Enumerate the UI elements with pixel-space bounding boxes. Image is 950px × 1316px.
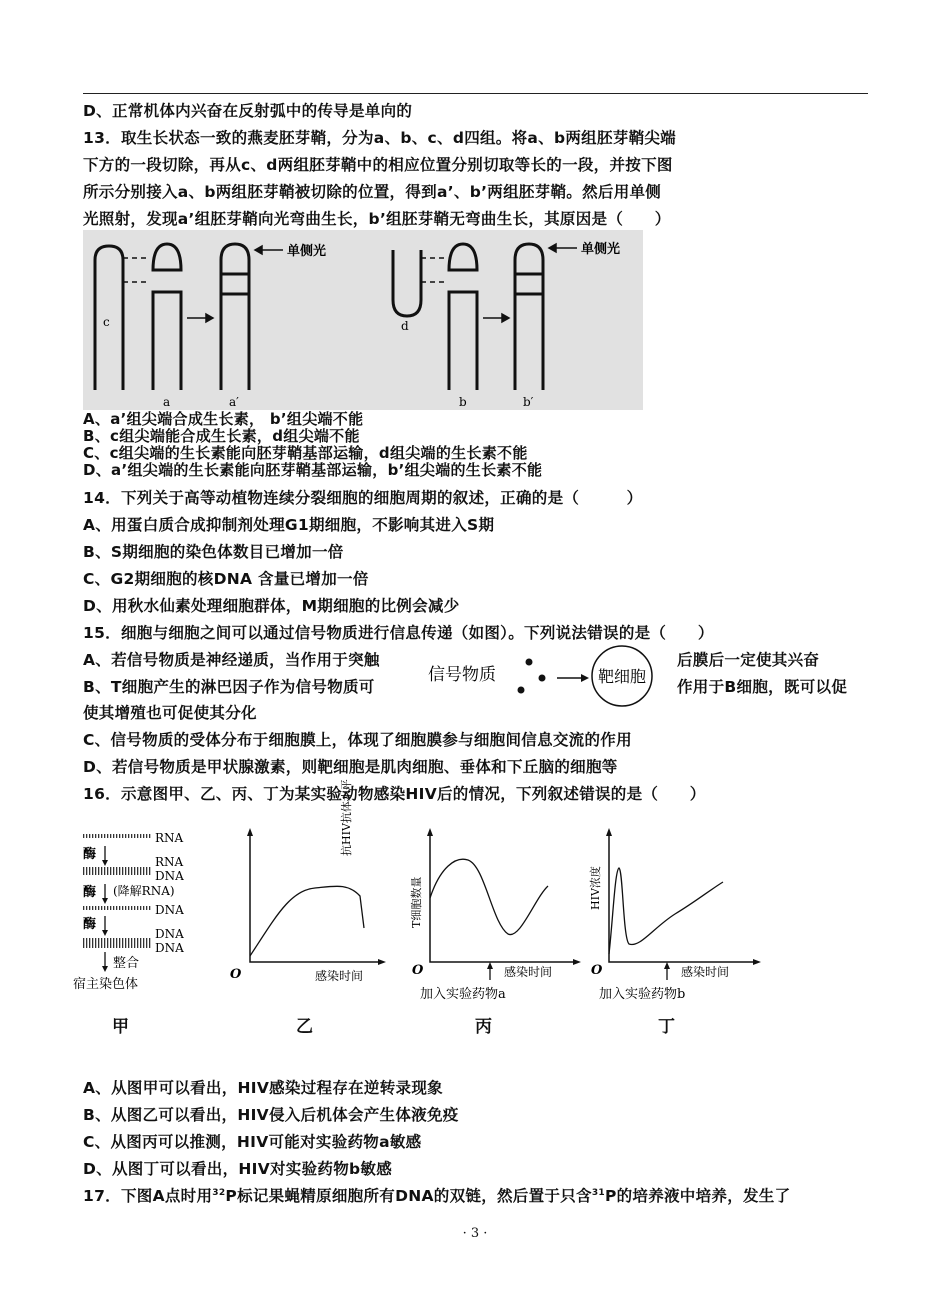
bing-origin: O <box>412 963 424 978</box>
label-rna: RNA <box>155 831 184 845</box>
label-dna: DNA <box>155 869 184 883</box>
fig-jia-reverse-transcription <box>73 828 203 998</box>
q17-sup-32: 32 <box>212 1187 226 1198</box>
q13-stem-line-2: 下方的一段切除，再从c、d两组胚芽鞘中的相应位置分别切取等长的一段，并按下图 <box>83 156 673 174</box>
bing-drug-label: 加入实验药物a <box>420 987 506 1002</box>
q15-signal-figure <box>425 642 665 706</box>
label-a: a <box>163 395 171 409</box>
fig-ding-hiv-chart <box>585 828 765 1008</box>
target-cell-label: 靶细胞 <box>597 667 647 686</box>
q17-stem <box>83 1184 790 1206</box>
ding-xlabel: 感染时间 <box>681 965 730 979</box>
arrow-head <box>581 674 589 682</box>
label-enzyme-2: 酶 <box>83 885 97 900</box>
label-b: b <box>459 395 467 409</box>
q13-coleoptile-figure <box>83 230 643 410</box>
q15-option-a-left: A、若信号物质是神经递质，当作用于突触 <box>83 651 380 669</box>
label-dna-4: DNA <box>155 941 184 955</box>
label-enzyme: 酶 <box>83 847 97 862</box>
q17-stem-part-2: P标记果蝇精原细胞所有DNA的双链，然后置于只含 <box>225 1187 592 1205</box>
figure-shade <box>83 230 643 410</box>
light-label-2: 单侧光 <box>581 242 621 257</box>
q17-sup-31: 31 <box>591 1187 605 1198</box>
q13-stem-line-3: 所示分别接入a、b两组胚芽鞘被切除的位置，得到a’、b’两组胚芽鞘。然后用单侧 <box>83 183 662 201</box>
signal-substance-label: 信号物质 <box>428 665 496 685</box>
q16-option-b: B、从图乙可以看出，HIV侵入后机体会产生体液免疫 <box>83 1106 459 1124</box>
q16-option-d: D、从图丁可以看出，HIV对实验药物b敏感 <box>83 1160 392 1178</box>
q14-option-a: A、用蛋白质合成抑制剂处理G1期细胞，不影响其进入S期 <box>83 516 495 534</box>
strand-rna-dna <box>83 867 151 875</box>
q13-option-b: B、c组尖端能合成生长素，d组尖端不能 <box>83 427 360 445</box>
q12-option-d: D、正常机体内兴奋在反射弧中的传导是单向的 <box>83 102 413 120</box>
arrow-head <box>102 966 108 972</box>
q15-option-d: D、若信号物质是甲状腺激素，则靶细胞是肌肉细胞、垂体和下丘脑的细胞等 <box>83 758 618 776</box>
arrow-head <box>427 828 433 836</box>
caption-bing: 丙 <box>475 1017 492 1037</box>
q15-option-c: C、信号物质的受体分布于细胞膜上，体现了细胞膜参与细胞间信息交流的作用 <box>83 731 632 749</box>
label-b-prime: b′ <box>523 395 534 409</box>
label-dna-2: DNA <box>155 903 184 917</box>
arrow-head <box>664 962 670 969</box>
label-dna-3: DNA <box>155 927 184 941</box>
q13-stem-line-4: 光照射，发现a’组胚芽鞘向光弯曲生长，b’组胚芽鞘无弯曲生长，其原因是（ ） <box>83 210 671 228</box>
label-degrade-rna: (降解RNA) <box>113 884 175 898</box>
yi-ylabel: 抗HIV抗体水平 <box>340 779 353 856</box>
fig-yi-antibody-chart <box>220 779 390 988</box>
label-c: c <box>103 315 110 329</box>
signal-dot <box>526 659 533 666</box>
q17-stem-part-1: 17．下图A点时用 <box>83 1187 213 1205</box>
label-host-chromosome: 宿主染色体 <box>73 977 139 992</box>
arrow-head <box>606 828 612 836</box>
q15-option-a-right: 后膜后一定使其兴奋 <box>677 651 820 669</box>
arrow-head <box>102 860 108 866</box>
label-rna-2: RNA <box>155 855 184 869</box>
q14-stem: 14．下列关于高等动植物连续分裂细胞的细胞周期的叙述，正确的是（ ） <box>83 489 643 507</box>
bing-xlabel: 感染时间 <box>504 965 553 979</box>
q13-option-a: A、a’组尖端合成生长素， b’组尖端不能 <box>83 410 364 428</box>
strand-dna <box>83 906 151 910</box>
q16-option-a: A、从图甲可以看出，HIV感染过程存在逆转录现象 <box>83 1079 443 1097</box>
q15-option-b-left: B、T细胞产生的淋巴因子作为信号物质可 <box>83 678 375 696</box>
ding-drug-label: 加入实验药物b <box>599 987 686 1002</box>
label-integrate: 整合 <box>113 956 140 971</box>
q16-stem: 16．示意图甲、乙、丙、丁为某实验动物感染HIV后的情况，下列叙述错误的是（ ） <box>83 785 706 803</box>
ding-origin: O <box>591 963 603 978</box>
q14-option-b: B、S期细胞的染色体数目已增加一倍 <box>83 543 344 561</box>
signal-dot <box>539 675 546 682</box>
bing-tcell-curve <box>430 859 548 934</box>
q15-option-b-cont: 使其增殖也可促使其分化 <box>83 704 257 722</box>
arrow-head <box>573 959 581 965</box>
header-rule <box>83 93 868 94</box>
q13-option-d: D、a’组尖端的生长素能向胚芽鞘基部运输，b’组尖端的生长素不能 <box>83 461 543 479</box>
bing-axes <box>430 832 575 962</box>
q17-stem-part-3: P的培养液中培养，发生了 <box>604 1187 791 1205</box>
strand-rna <box>83 834 151 838</box>
label-d: d <box>401 319 409 333</box>
q13-stem-line-1: 13．取生长状态一致的燕麦胚芽鞘，分为a、b、c、d四组。将a、b两组胚芽鞘尖端 <box>83 129 676 147</box>
caption-jia: 甲 <box>112 1017 129 1037</box>
arrow-head <box>487 962 493 969</box>
ding-hiv-curve <box>609 868 723 954</box>
yi-antibody-curve <box>250 886 364 956</box>
ding-axes <box>609 832 755 962</box>
q15-stem: 15．细胞与细胞之间可以通过信号物质进行信息传递（如图）。下列说法错误的是（ ） <box>83 624 714 642</box>
caption-yi: 乙 <box>296 1017 313 1037</box>
label-enzyme-3: 酶 <box>83 917 97 932</box>
light-label-1: 单侧光 <box>287 244 327 259</box>
strand-ds-dna <box>83 938 151 948</box>
caption-ding: 丁 <box>658 1017 675 1037</box>
label-a-prime: a′ <box>229 395 239 409</box>
q13-option-c: C、c组尖端的生长素能向胚芽鞘基部运输，d组尖端的生长素不能 <box>83 444 528 462</box>
q14-option-c: C、G2期细胞的核DNA 含量已增加一倍 <box>83 570 369 588</box>
yi-origin: O <box>230 967 242 982</box>
yi-xlabel: 感染时间 <box>315 969 364 983</box>
bing-ylabel: T细胞数量 <box>410 876 423 928</box>
arrow-head <box>247 828 253 836</box>
fig-bing-tcell-chart <box>400 828 585 1008</box>
arrow-head <box>102 898 108 904</box>
arrow-head <box>102 930 108 936</box>
q14-option-d: D、用秋水仙素处理细胞群体，M期细胞的比例会减少 <box>83 597 460 615</box>
q15-option-b-right: 作用于B细胞，既可以促 <box>677 678 848 696</box>
ding-ylabel: HIV浓度 <box>589 866 602 910</box>
q16-option-c: C、从图丙可以推测，HIV可能对实验药物a敏感 <box>83 1133 422 1151</box>
signal-dot <box>518 687 525 694</box>
page-number: · 3 · <box>462 1226 488 1241</box>
arrow-head <box>753 959 761 965</box>
arrow-head <box>378 959 386 965</box>
